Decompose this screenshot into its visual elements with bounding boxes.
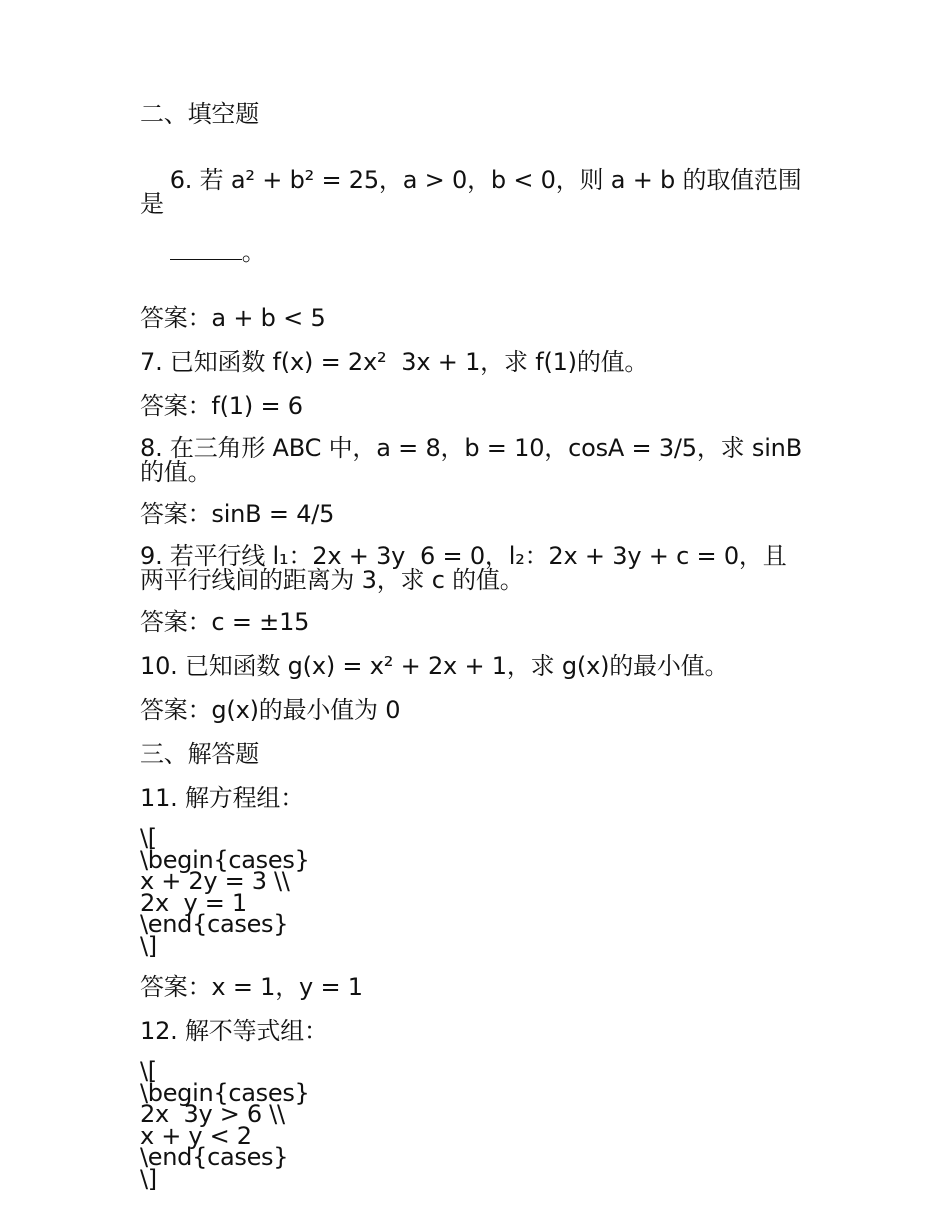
question-11: 11. 解方程组：	[140, 784, 304, 812]
section-title-fill-in: 二、填空题	[140, 100, 259, 128]
answer-10: 答案：g(x)的最小值为 0	[140, 696, 401, 724]
question-6-text: 6. 若 a² + b² = 25，a > 0，b < 0，则 a + b 的取值范围是	[140, 166, 802, 218]
answer-7: 答案：f(1) = 6	[140, 392, 303, 420]
question-6	[140, 144, 810, 288]
question-11-latex: \[ \begin{cases} x + 2y = 3 \\ 2x y = 1 \end{cases} \]	[140, 824, 310, 960]
question-10: 10. 已知函数 g(x) = x² + 2x + 1，求 g(x)的最小值。	[140, 652, 729, 680]
question-8: 8. 在三角形 ABC 中，a = 8，b = 10，cosA = 3/5，求 sinB 的值。	[140, 434, 810, 486]
document-page	[140, 100, 810, 1206]
question-7: 7. 已知函数 f(x) = 2x² 3x + 1，求 f(1)的值。	[140, 348, 649, 376]
answer-9: 答案：c = ±15	[140, 608, 310, 636]
answer-8: 答案：sinB = 4/5	[140, 500, 335, 528]
question-12: 12. 解不等式组：	[140, 1017, 328, 1045]
question-12-latex: \[ \begin{cases} 2x 3y > 6 \\ x + y < 2 \end{cases} \]	[140, 1057, 310, 1193]
answer-blank	[170, 241, 242, 260]
answer-6: 答案：a + b < 5	[140, 304, 326, 332]
answer-11: 答案：x = 1，y = 1	[140, 973, 363, 1001]
question-6-end: 。	[241, 238, 266, 266]
section-title-solve: 三、解答题	[140, 740, 259, 768]
question-9: 9. 若平行线 l₁：2x + 3y 6 = 0，l₂：2x + 3y + c = 0，且两平行线间的距离为 3，求 c 的值。	[140, 542, 787, 594]
